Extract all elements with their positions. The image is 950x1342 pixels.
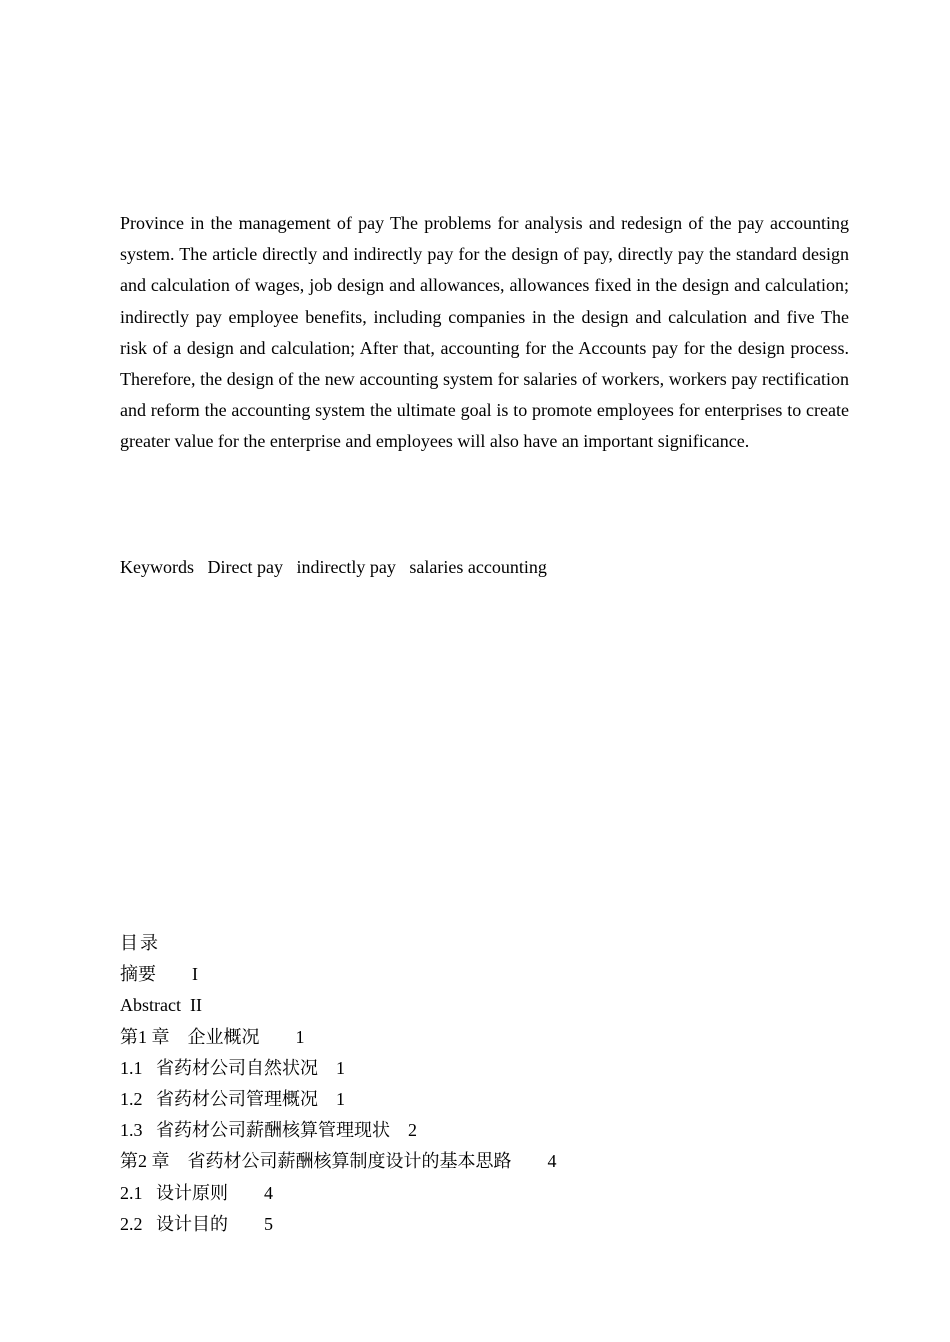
toc-entry-1-2: 1.2 省药材公司管理概况 1 bbox=[120, 1088, 345, 1109]
toc-entry-chapter-1: 第1 章 企业概况 1 bbox=[120, 1026, 305, 1047]
toc-entry-2-1: 2.1 设计原则 4 bbox=[120, 1182, 273, 1203]
toc-entry-abstract-cn: 摘要 I bbox=[120, 964, 198, 985]
keywords-line: Keywords Direct pay indirectly pay salaries accounting bbox=[120, 557, 547, 577]
toc-title: 目录 bbox=[120, 933, 160, 953]
toc-entry-chapter-2: 第2 章 省药材公司薪酬核算制度设计的基本思路 4 bbox=[120, 1151, 557, 1172]
toc-entry-abstract-en: Abstract II bbox=[120, 995, 202, 1016]
table-of-contents bbox=[120, 928, 557, 1240]
abstract-paragraph: Province in the management of pay The problems for analysis and redesign of the pay accounting system. The article directly and indirectly pay for the design of pay, directly pay the standard design and calculation of wages, job design and allowances, allowances fixed in the design and calculation; indirectly pay employee benefits, including companies in the design and calculation and five The risk of a design and calculation; After that, accounting for the Accounts pay for the design process. Therefore, the design of the new accounting system for salaries of workers, workers pay rectification and reform the accounting system the ultimate goal is to promote employees for enterprises to create greater value for the enterprise and employees will also have an important significance. bbox=[120, 213, 849, 452]
toc-entry-1-3: 1.3 省药材公司薪酬核算管理现状 2 bbox=[120, 1120, 417, 1141]
toc-entry-2-2: 2.2 设计目的 5 bbox=[120, 1213, 273, 1234]
toc-entry-1-1: 1.1 省药材公司自然状况 1 bbox=[120, 1057, 345, 1078]
